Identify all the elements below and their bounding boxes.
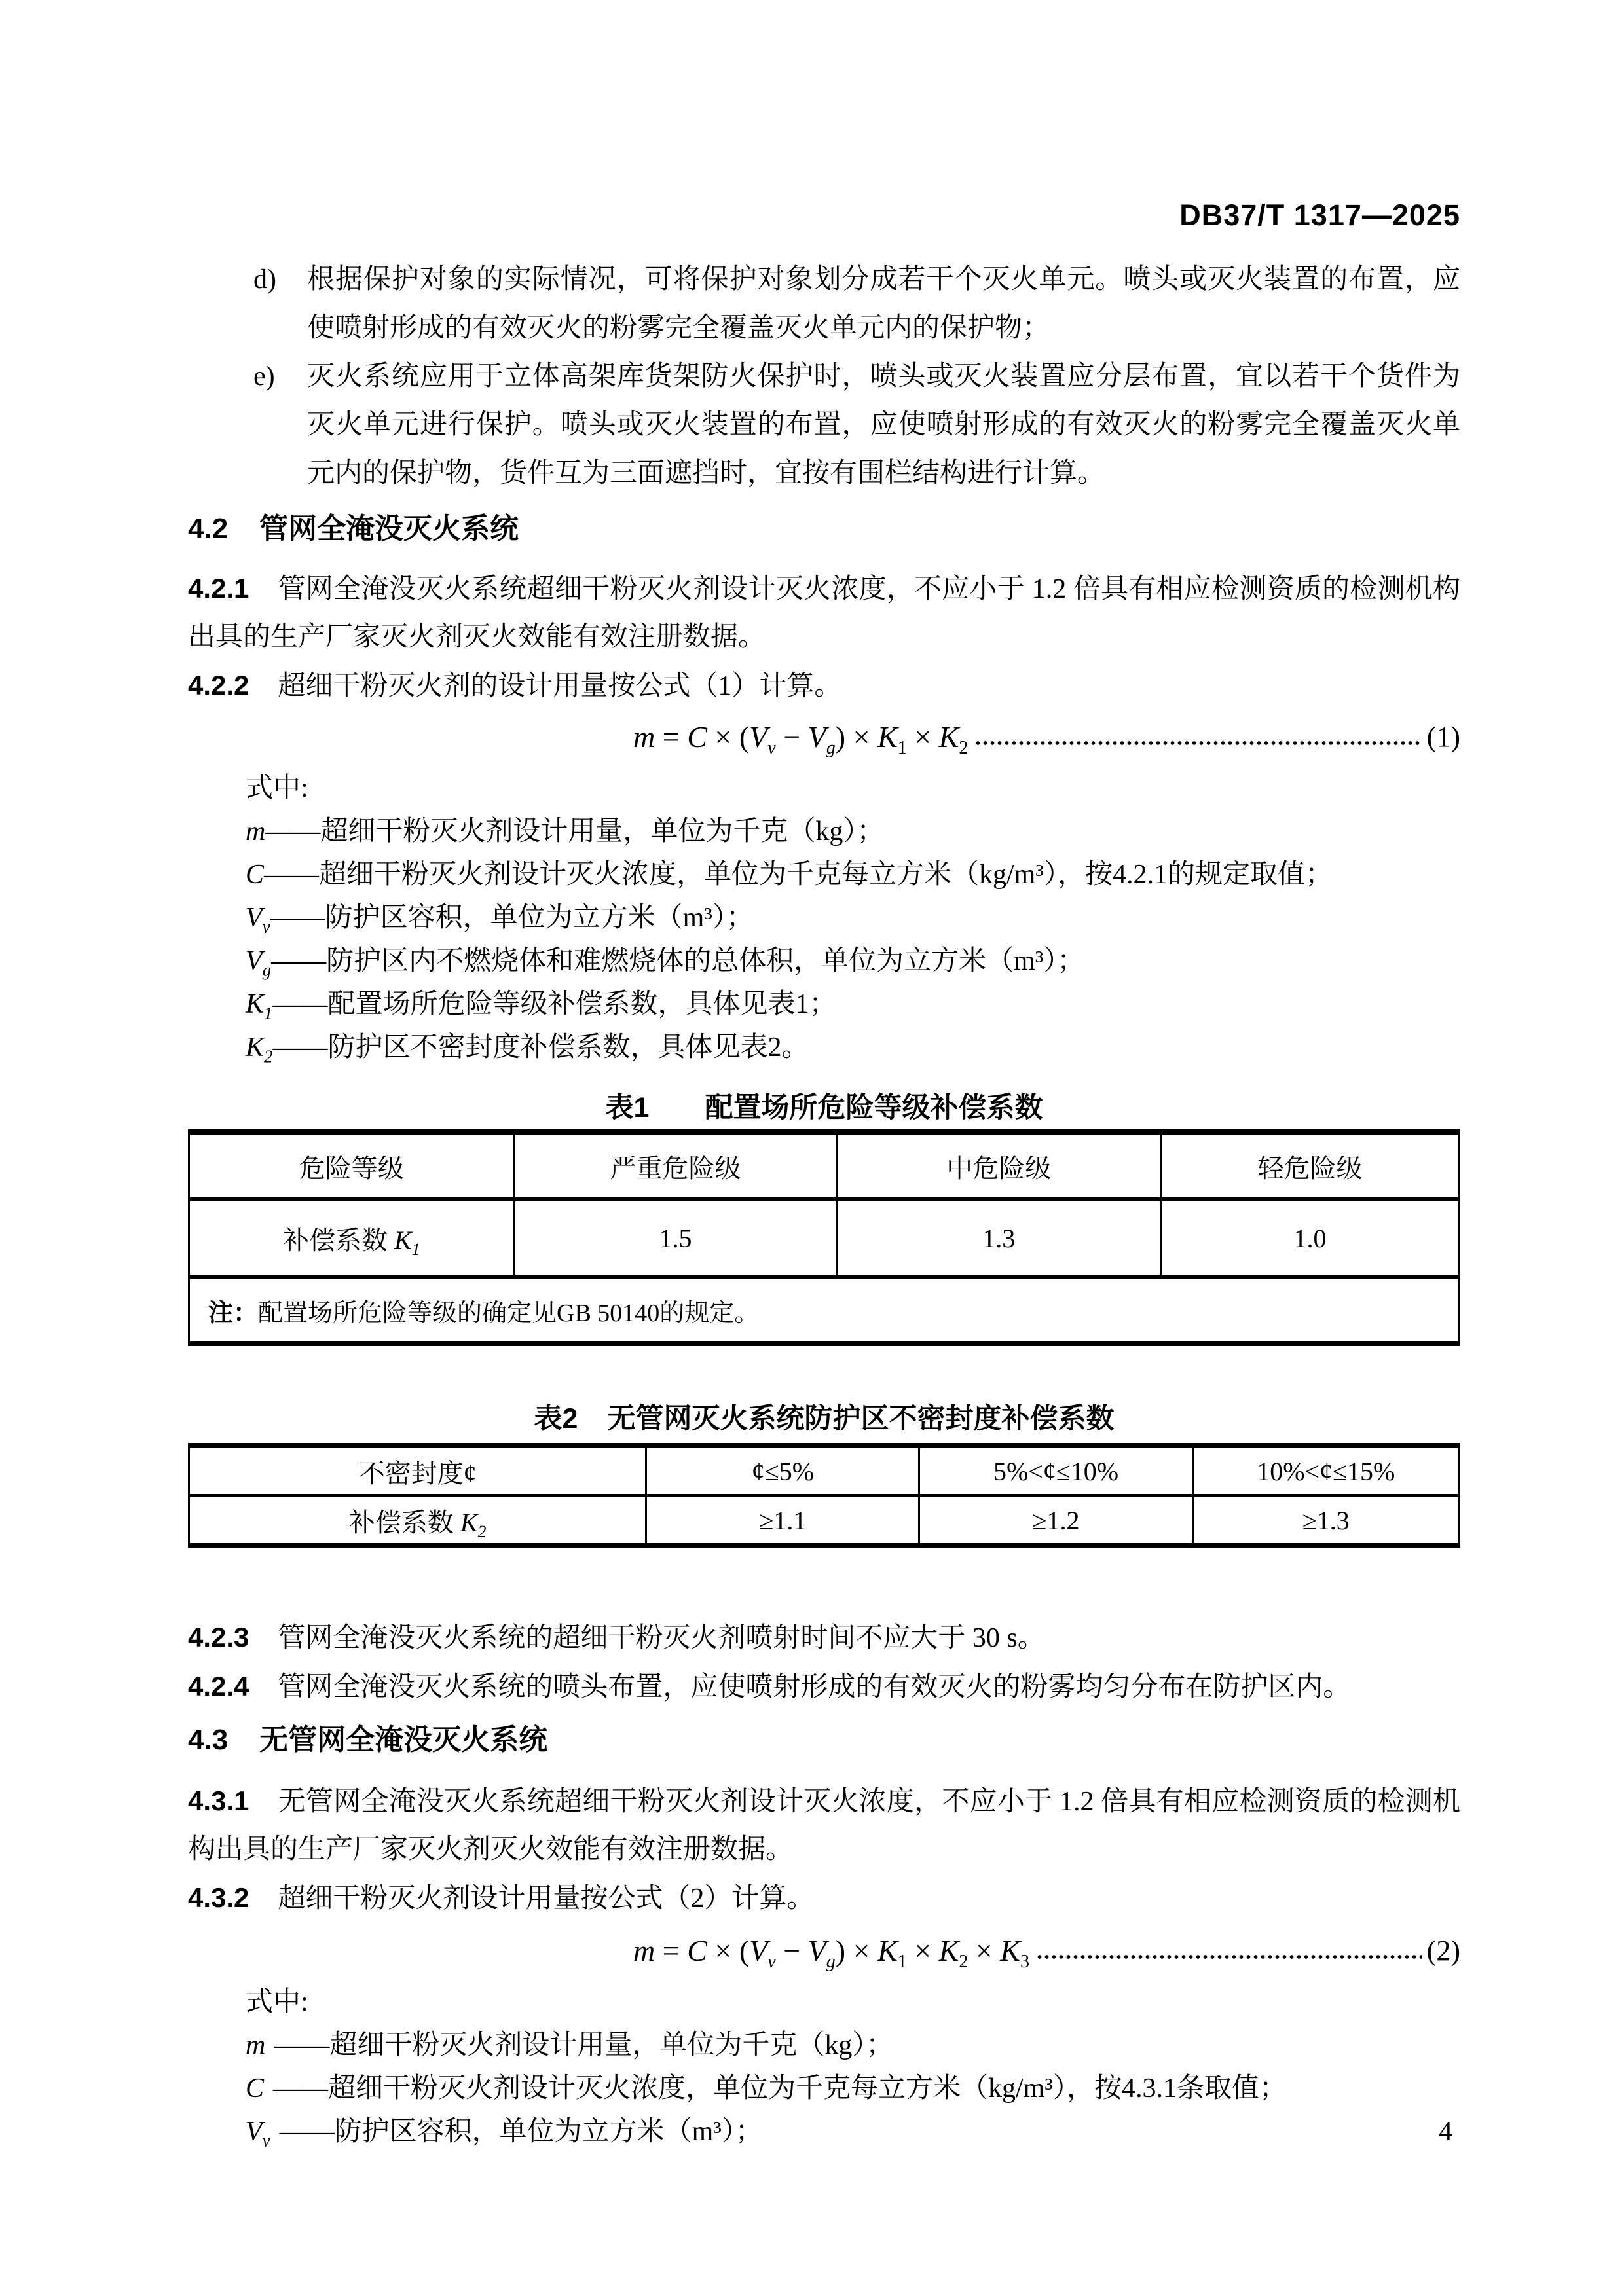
symbol-definitions-2 — [188, 2024, 1460, 2153]
formula-2 — [633, 1928, 1460, 1974]
where-intro: 式中: — [246, 1987, 308, 2017]
formula-1 — [633, 714, 1460, 760]
table-2-row-label: 补偿系数 $K_2$ — [189, 1496, 646, 1546]
table-2-value: ≥1.1 — [646, 1496, 919, 1546]
table-1-row-label: 补偿系数 $K_1$ — [189, 1199, 515, 1277]
table-1-data-row — [189, 1199, 1460, 1277]
section-number: 4.2 — [188, 513, 229, 545]
table-2-caption: 无管网灭火系统防护区不密封度补偿系数 — [607, 1403, 1115, 1434]
definition-text: ——防护区容积，单位为立方米（m³）； — [279, 2117, 763, 2147]
table-1-note: 注：配置场所危险等级的确定见GB 50140的规定。 — [189, 1277, 1460, 1344]
list-item-label: e) — [253, 361, 275, 392]
list-item-label: d) — [253, 264, 276, 295]
clause-text: 管网全淹没灭火系统超细干粉灭火剂设计灭火浓度，不应小于 1.2 倍具有相应检测资质的检测机构出具的生产厂家灭火剂灭火效能有效注册数据。 — [188, 574, 1460, 652]
table-1-header-cell: 轻危险级 — [1161, 1132, 1460, 1199]
symbol-definitions-1 — [188, 810, 1460, 1069]
list-item-e — [253, 352, 1460, 498]
section-title: 管网全淹没灭火系统 — [259, 513, 519, 545]
table-1-label: 表1 — [605, 1092, 650, 1123]
table-2-header-cell: ¢≤5% — [646, 1446, 919, 1496]
dot-leader — [974, 740, 1421, 746]
table-2-header-row — [189, 1446, 1460, 1496]
table-1-value: 1.3 — [837, 1199, 1161, 1277]
section-number: 4.3 — [188, 1724, 229, 1756]
definition-text: ——配置场所危险等级补偿系数，具体见表1； — [272, 989, 837, 1019]
clause-number: 4.3.1 — [188, 1785, 249, 1816]
formula-1-expression: $m = C \times (V_v - V_g) \times K_1 \times K_2$ — [633, 720, 969, 759]
table-2-label: 表2 — [534, 1403, 578, 1434]
list-item-text: 根据保护对象的实际情况，可将保护对象划分成若干个灭火单元。喷头或灭火装置的布置，应使喷射形成的有效灭火的粉雾完全覆盖灭火单元内的保护物； — [307, 264, 1460, 343]
clause-4-2-4 — [188, 1662, 1460, 1711]
clause-number: 4.3.2 — [188, 1882, 249, 1913]
definition-C: C——超细干粉灭火剂设计灭火浓度，单位为千克每立方米（kg/m³），按4.2.1的规定取值； — [246, 860, 1333, 890]
definition-C: C ——超细干粉灭火剂设计灭火浓度，单位为千克每立方米（kg/m³），按4.3.1条取值； — [246, 2073, 1287, 2104]
clause-4-2-1 — [188, 564, 1460, 661]
clause-number: 4.2.2 — [188, 670, 249, 701]
table-2-header-cell: 不密封度¢ — [189, 1446, 646, 1496]
list-item-text: 灭火系统应用于立体高架库货架防火保护时，喷头或灭火装置应分层布置，宜以若干个货件为灭火单元进行保护。喷头或灭火装置的布置，应使喷射形成的有效灭火的粉雾完全覆盖灭火单元内的保护物，货件互为三面遮挡时，宜按有围栏结构进行计算。 — [307, 361, 1460, 488]
definition-m: m ——超细干粉灭火剂设计用量，单位为千克（kg）； — [246, 2030, 894, 2060]
table-1-caption: 配置场所危险等级补偿系数 — [705, 1092, 1043, 1123]
dot-leader — [1036, 1954, 1422, 1960]
where-intro: 式中: — [246, 773, 308, 803]
table-1-header-cell: 严重危险级 — [514, 1132, 837, 1199]
definition-m: m——超细干粉灭火剂设计用量，单位为千克（kg）； — [246, 816, 885, 847]
clause-text: 管网全淹没灭火系统的喷头布置，应使喷射形成的有效灭火的粉雾均匀分布在防护区内。 — [278, 1672, 1351, 1702]
definition-K2: $K_2——$防护区不密封度补偿系数，具体见表2。 — [246, 1032, 809, 1066]
page-content — [188, 0, 1460, 2153]
section-heading-4-2 — [188, 511, 1460, 547]
table-2-title — [188, 1398, 1460, 1439]
table-1-note-row — [189, 1277, 1460, 1344]
clause-text: 无管网全淹没灭火系统超细干粉灭火剂设计灭火浓度，不应小于 1.2 倍具有相应检测资质的检测机构出具的生产厂家灭火剂灭火效能有效注册数据。 — [188, 1787, 1460, 1865]
section-heading-4-3 — [188, 1722, 1460, 1758]
clause-text: 管网全淹没灭火系统的超细干粉灭火剂喷射时间不应大于 30 s。 — [278, 1623, 1045, 1653]
definition-text: ——防护区不密封度补偿系数，具体见表2。 — [272, 1032, 809, 1063]
definition-Vg: $V_g——$防护区内不燃烧体和难燃烧体的总体积，单位为立方米（m³）； — [246, 946, 1085, 980]
definition-Vv: $V_v$ ——防护区容积，单位为立方米（m³）； — [246, 2117, 763, 2151]
section-title: 无管网全淹没灭火系统 — [259, 1724, 548, 1756]
table-1 — [188, 1129, 1460, 1346]
table-2-header-cell: 10%<¢≤15% — [1192, 1446, 1459, 1496]
formula-number: (2) — [1426, 1935, 1460, 1967]
definition-text: ——防护区内不燃烧体和难燃烧体的总体积，单位为立方米（m³）； — [271, 946, 1085, 976]
clause-number: 4.2.1 — [188, 573, 249, 604]
table-1-header-row — [189, 1132, 1460, 1199]
clause-text: 超细干粉灭火剂的设计用量按公式（1）计算。 — [278, 671, 842, 701]
clause-4-2-2 — [188, 661, 1460, 710]
formula-number: (1) — [1426, 721, 1460, 753]
table-1-header-cell: 中危险级 — [837, 1132, 1161, 1199]
standard-number-header: DB37/T 1317—2025 — [1179, 198, 1460, 232]
clause-text: 超细干粉灭火剂设计用量按公式（2）计算。 — [278, 1884, 815, 1914]
definition-text: ——超细干粉灭火剂设计灭火浓度，单位为千克每立方米（kg/m³），按4.2.1的规定取值； — [264, 860, 1333, 890]
table-2 — [188, 1443, 1460, 1548]
formula-2-expression: $m = C \times (V_v - V_g) \times K_1 \times K_2 \times K_3$ — [633, 1934, 1029, 1973]
table-2-data-row — [189, 1496, 1460, 1546]
clause-number: 4.2.3 — [188, 1622, 249, 1652]
clause-4-3-1 — [188, 1777, 1460, 1874]
table-1-value: 1.5 — [514, 1199, 837, 1277]
page-number: 4 — [1439, 2117, 1452, 2147]
definition-text: ——超细干粉灭火剂设计用量，单位为千克（kg）； — [265, 816, 885, 847]
table-1-title — [188, 1087, 1460, 1128]
lettered-list — [253, 255, 1460, 498]
list-item-d — [253, 255, 1460, 352]
table-2-header-cell: 5%<¢≤10% — [919, 1446, 1192, 1496]
table-1-header-cell: 危险等级 — [189, 1132, 515, 1199]
definition-text: ——防护区容积，单位为立方米（m³）； — [270, 903, 754, 933]
definition-Vv: $V_v——$防护区容积，单位为立方米（m³）； — [246, 903, 754, 937]
definition-K1: $K_1——$配置场所危险等级补偿系数，具体见表1； — [246, 989, 837, 1023]
clause-4-3-2 — [188, 1874, 1460, 1923]
table-1-value: 1.0 — [1161, 1199, 1460, 1277]
clause-number: 4.2.4 — [188, 1671, 249, 1702]
table-2-value: ≥1.3 — [1192, 1496, 1459, 1546]
definition-text: ——超细干粉灭火剂设计用量，单位为千克（kg）； — [274, 2030, 894, 2060]
clause-4-2-3 — [188, 1613, 1460, 1662]
table-2-value: ≥1.2 — [919, 1496, 1192, 1546]
definition-text: ——超细干粉灭火剂设计灭火浓度，单位为千克每立方米（kg/m³），按4.3.1条取值； — [273, 2073, 1287, 2104]
